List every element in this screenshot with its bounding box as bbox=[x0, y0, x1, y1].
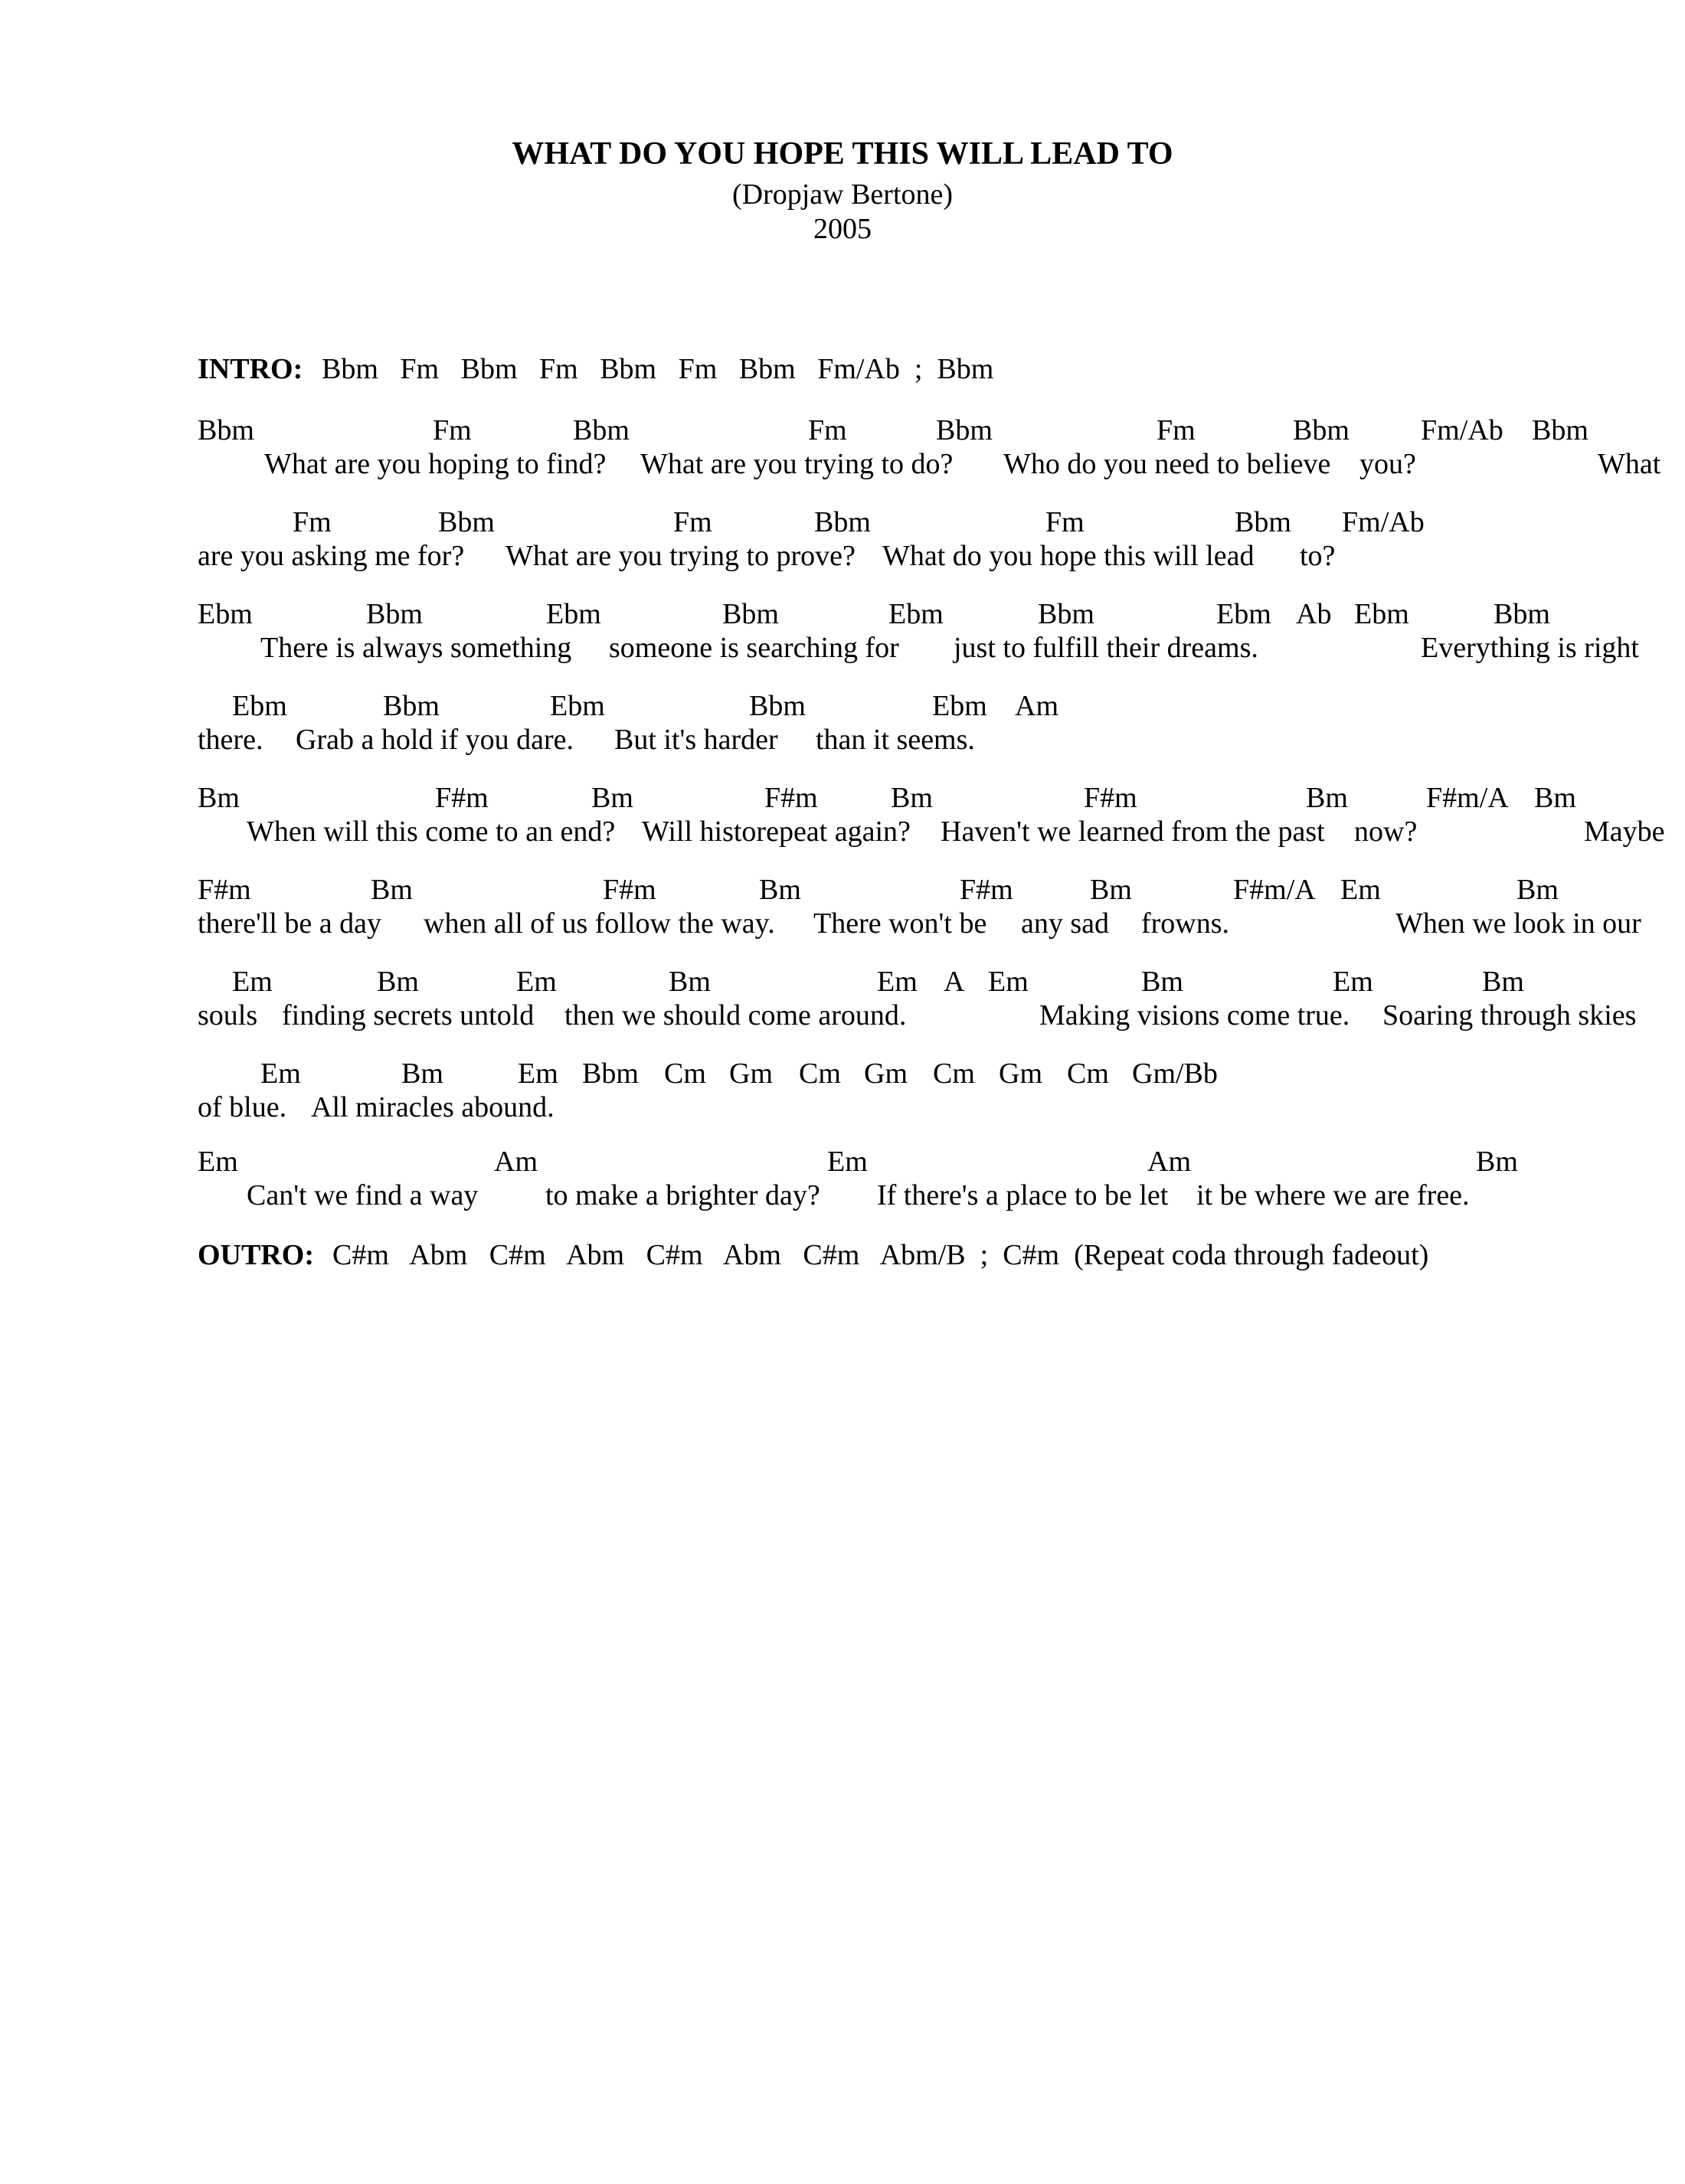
chord: Fm/Ab bbox=[1421, 414, 1503, 446]
bridge-chord-line bbox=[0, 1145, 1685, 1179]
chord: Gm bbox=[729, 1058, 773, 1090]
chord: Bbm bbox=[1532, 414, 1588, 446]
chord: Gm bbox=[864, 1058, 908, 1090]
chord: Bm bbox=[401, 1058, 443, 1090]
lyric: to make a brighter day? bbox=[545, 1179, 820, 1211]
lyric: than it seems. bbox=[816, 724, 975, 756]
chord: Cm bbox=[799, 1058, 841, 1090]
chord: Em bbox=[827, 1146, 868, 1178]
chord: Bbm bbox=[573, 414, 630, 446]
chord: Fm/Ab bbox=[1342, 506, 1425, 538]
lyric: just to fulfill their dreams. bbox=[954, 632, 1258, 664]
chord: Em bbox=[198, 1146, 238, 1178]
chord: Bbm bbox=[936, 414, 993, 446]
lyric: What do you hope this will lead bbox=[882, 540, 1255, 572]
chord: Fm bbox=[1157, 414, 1196, 446]
chord: Em bbox=[260, 1058, 301, 1090]
chord: Bbm bbox=[383, 690, 440, 722]
chord: Bm bbox=[591, 782, 633, 814]
lyric: someone is searching for bbox=[609, 632, 899, 664]
lyric: There won't be bbox=[813, 907, 987, 940]
verse2-lyric-line-2 bbox=[0, 907, 1685, 940]
chorus2-chord-line-1 bbox=[0, 965, 1685, 999]
verse1-lyric-line-1 bbox=[0, 447, 1685, 481]
lyric: any sad bbox=[1021, 907, 1110, 940]
chord: Bbm bbox=[1038, 598, 1094, 630]
song-year: 2005 bbox=[813, 213, 872, 245]
lyric: What bbox=[1598, 448, 1661, 480]
chord: Bbm bbox=[1293, 414, 1350, 446]
chord: Bm bbox=[1090, 874, 1132, 906]
chord: Em bbox=[1333, 966, 1373, 998]
chord: Em bbox=[877, 966, 918, 998]
chord: Gm bbox=[999, 1058, 1042, 1090]
lyric: Soaring through skies bbox=[1382, 999, 1637, 1032]
chord: Bm bbox=[1534, 782, 1576, 814]
lyric: it be where we are free. bbox=[1196, 1179, 1470, 1211]
lyric: frowns. bbox=[1141, 907, 1230, 940]
lyric: Everything is right bbox=[1421, 632, 1639, 664]
lyric: When will this come to an end? bbox=[247, 816, 616, 848]
chord: Ebm bbox=[198, 598, 253, 630]
lyric: when all of us follow the way. bbox=[424, 907, 775, 940]
lyric: you? bbox=[1359, 448, 1416, 480]
lyric: Will historepeat again? bbox=[642, 816, 911, 848]
chorus1-chord-line-2 bbox=[0, 689, 1685, 723]
lyric: Who do you need to believe bbox=[1003, 448, 1331, 480]
lyric: But it's harder bbox=[614, 724, 778, 756]
chord: Bm bbox=[1141, 966, 1183, 998]
lyric: What are you trying to prove? bbox=[506, 540, 856, 572]
lyric: of blue. bbox=[198, 1091, 287, 1123]
chord: Bm bbox=[669, 966, 711, 998]
outro-line bbox=[0, 1238, 1685, 1272]
verse1-chord-line-2 bbox=[0, 505, 1685, 539]
chord: F#m bbox=[1084, 782, 1137, 814]
chord: F#m bbox=[960, 874, 1013, 906]
lyric: souls bbox=[198, 999, 258, 1032]
chord: Fm bbox=[433, 414, 472, 446]
outro-label: OUTRO: bbox=[198, 1239, 314, 1271]
lyric: What are you trying to do? bbox=[640, 448, 954, 480]
lyric: finding secrets untold bbox=[282, 999, 535, 1032]
chord: Em bbox=[988, 966, 1029, 998]
chord: Fm bbox=[673, 506, 712, 538]
lyric: then we should come around. bbox=[564, 999, 907, 1032]
intro-label: INTRO: bbox=[198, 353, 303, 385]
chord: Am bbox=[1015, 690, 1058, 722]
song-title: WHAT DO YOU HOPE THIS WILL LEAD TO bbox=[512, 136, 1173, 172]
lyric: All miracles abound. bbox=[311, 1091, 555, 1123]
chord: F#m bbox=[198, 874, 251, 906]
chord: A bbox=[944, 966, 965, 998]
chord: Gm/Bb bbox=[1132, 1058, 1218, 1090]
lyric: there. bbox=[198, 724, 263, 756]
chord: Bbm bbox=[1494, 598, 1550, 630]
chord: Bm bbox=[1516, 874, 1559, 906]
chord: Bbm bbox=[722, 598, 779, 630]
chord: Bbm bbox=[438, 506, 495, 538]
chord: Am bbox=[1147, 1146, 1191, 1178]
chord: Bbm bbox=[814, 506, 871, 538]
lyric: are you asking me for? bbox=[198, 540, 465, 572]
chord: Ebm bbox=[1216, 598, 1271, 630]
lyric: If there's a place to be let bbox=[877, 1179, 1169, 1211]
chord: Cm bbox=[933, 1058, 975, 1090]
lyric: What are you hoping to find? bbox=[264, 448, 607, 480]
chord: Ebm bbox=[550, 690, 605, 722]
chorus1-lyric-line-1 bbox=[0, 631, 1685, 665]
chord: F#m/A bbox=[1233, 874, 1316, 906]
chord: Em bbox=[518, 1058, 558, 1090]
bridge-lyric-line bbox=[0, 1179, 1685, 1212]
chord: Fm bbox=[1045, 506, 1085, 538]
chord: Ab bbox=[1296, 598, 1332, 630]
chord: Ebm bbox=[1354, 598, 1409, 630]
chord: Ebm bbox=[546, 598, 601, 630]
lyric: Grab a hold if you dare. bbox=[296, 724, 574, 756]
chord: Fm bbox=[293, 506, 332, 538]
lyric: there'll be a day bbox=[198, 907, 382, 940]
chorus2-lyric-line-2 bbox=[0, 1090, 1685, 1124]
chord: Bbm bbox=[582, 1058, 639, 1090]
chord: F#m bbox=[764, 782, 818, 814]
chord: F#m bbox=[435, 782, 489, 814]
chord: Fm bbox=[808, 414, 847, 446]
chord: Bm bbox=[371, 874, 413, 906]
chord: Em bbox=[516, 966, 557, 998]
lyric: now? bbox=[1354, 816, 1418, 848]
chord: Bm bbox=[1476, 1146, 1518, 1178]
lyric: to? bbox=[1300, 540, 1336, 572]
intro-chords: Bbm Fm Bbm Fm Bbm Fm Bbm Fm/Ab ; Bbm bbox=[322, 353, 994, 385]
chord: Em bbox=[1340, 874, 1381, 906]
chord: Bbm bbox=[1235, 506, 1291, 538]
song-artist: (Dropjaw Bertone) bbox=[731, 178, 954, 211]
chord: Cm bbox=[1067, 1058, 1109, 1090]
chord: F#m/A bbox=[1426, 782, 1509, 814]
intro-line bbox=[0, 352, 1685, 386]
chorus1-lyric-line-2 bbox=[0, 723, 1685, 757]
chord: Bm bbox=[1482, 966, 1524, 998]
chord: Bbm bbox=[749, 690, 806, 722]
chord: Bm bbox=[198, 782, 240, 814]
chord: Bm bbox=[759, 874, 801, 906]
chorus1-chord-line-1 bbox=[0, 597, 1685, 631]
chord: Bm bbox=[377, 966, 419, 998]
verse2-chord-line-1 bbox=[0, 781, 1685, 815]
lyric: There is always something bbox=[260, 632, 572, 664]
lyric: Haven't we learned from the past bbox=[941, 816, 1325, 848]
chord: Am bbox=[494, 1146, 538, 1178]
lyric: When we look in our bbox=[1395, 907, 1641, 940]
verse1-lyric-line-2 bbox=[0, 539, 1685, 573]
chord: Bm bbox=[1306, 782, 1348, 814]
chord: Cm bbox=[664, 1058, 706, 1090]
chord: Ebm bbox=[888, 598, 944, 630]
verse1-chord-line-1 bbox=[0, 414, 1685, 447]
verse2-chord-line-2 bbox=[0, 873, 1685, 907]
verse2-lyric-line-1 bbox=[0, 815, 1685, 848]
chorus2-lyric-line-1 bbox=[0, 999, 1685, 1032]
lyric: Can't we find a way bbox=[247, 1179, 479, 1211]
chord: Bbm bbox=[366, 598, 423, 630]
chord: Bbm bbox=[198, 414, 254, 446]
lyric: Making visions come true. bbox=[1039, 999, 1350, 1032]
chord: F#m bbox=[603, 874, 656, 906]
chord: Em bbox=[232, 966, 273, 998]
outro-chords: C#m Abm C#m Abm C#m Abm C#m Abm/B ; C#m (Repeat coda through fadeout) bbox=[332, 1239, 1429, 1271]
lyric: Maybe bbox=[1584, 816, 1665, 848]
chord: Ebm bbox=[232, 690, 287, 722]
chord: Ebm bbox=[932, 690, 987, 722]
chord: Bm bbox=[891, 782, 933, 814]
chorus2-chord-line-2 bbox=[0, 1057, 1685, 1090]
